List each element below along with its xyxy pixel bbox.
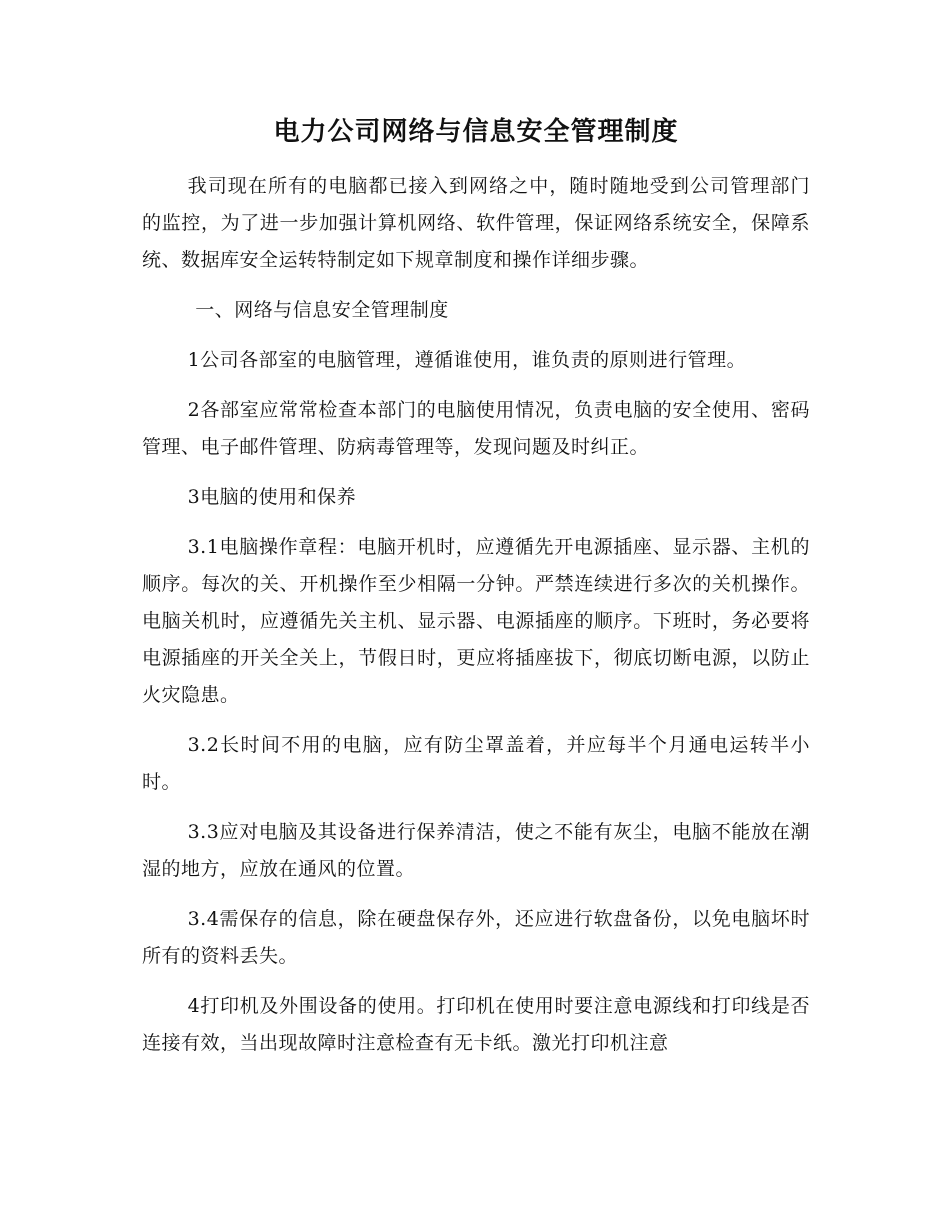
rule-paragraph-1: 1公司各部室的电脑管理，遵循谁使用，谁负责的原则进行管理。 [187, 349, 747, 371]
paragraph-spacer [142, 975, 810, 988]
document-title: 电力公司网络与信息安全管理制度 [273, 117, 679, 147]
paragraph-spacer [142, 516, 810, 529]
rule-paragraph-4: 4打印机及外围设备的使用。打印机在使用时要注意电源线和打印线是否连接有效，当出现故障时注意检查有无卡纸。激光打印机注意 [142, 995, 810, 1054]
rule-paragraph-3-1: 3.1电脑操作章程：电脑开机时，应遵循先开电源插座、显示器、主机的顺序。每次的关、开机操作至少相隔一分钟。严禁连续进行多次的关机操作。电脑关机时，应遵循先关主机、显示器、电源插座的顺序。下班时，务必要将电源插座的开关全关上，节假日时，更应将插座拔下，彻底切断电源，以防止火灾隐患。 [142, 536, 810, 706]
paragraph-spacer [142, 888, 810, 901]
rule-paragraph-3-2: 3.2长时间不用的电脑，应有防尘罩盖着，并应每半个月通电运转半小时。 [142, 734, 810, 793]
rule-paragraph-3: 3电脑的使用和保养 [187, 486, 357, 508]
intro-paragraph: 我司现在所有的电脑都已接入到网络之中，随时随地受到公司管理部门的监控，为了进一步加强计算机网络、软件管理，保证网络系统安全，保障系统、数据库安全运转特制定如下规章制度和操作详细步骤。 [142, 175, 810, 271]
section-heading: 一、网络与信息安全管理制度 [195, 299, 449, 321]
paragraph-spacer [142, 379, 810, 392]
paragraph-spacer [142, 466, 810, 479]
rule-paragraph-2: 2各部室应常常检查本部门的电脑使用情况，负责电脑的安全使用、密码管理、电子邮件管理、防病毒管理等，发现问题及时纠正。 [142, 399, 810, 458]
paragraph-spacer [142, 329, 810, 342]
paragraph-spacer [142, 714, 810, 727]
rule-paragraph-3-3: 3.3应对电脑及其设备进行保养清洁，使之不能有灰尘，电脑不能放在潮湿的地方，应放在通风的位置。 [142, 821, 810, 880]
paragraph-spacer [142, 279, 810, 292]
document-page [142, 110, 810, 1062]
paragraph-spacer [142, 801, 810, 814]
rule-paragraph-3-4: 3.4需保存的信息，除在硬盘保存外，还应进行软盘备份，以免电脑坏时所有的资料丢失。 [142, 908, 810, 967]
